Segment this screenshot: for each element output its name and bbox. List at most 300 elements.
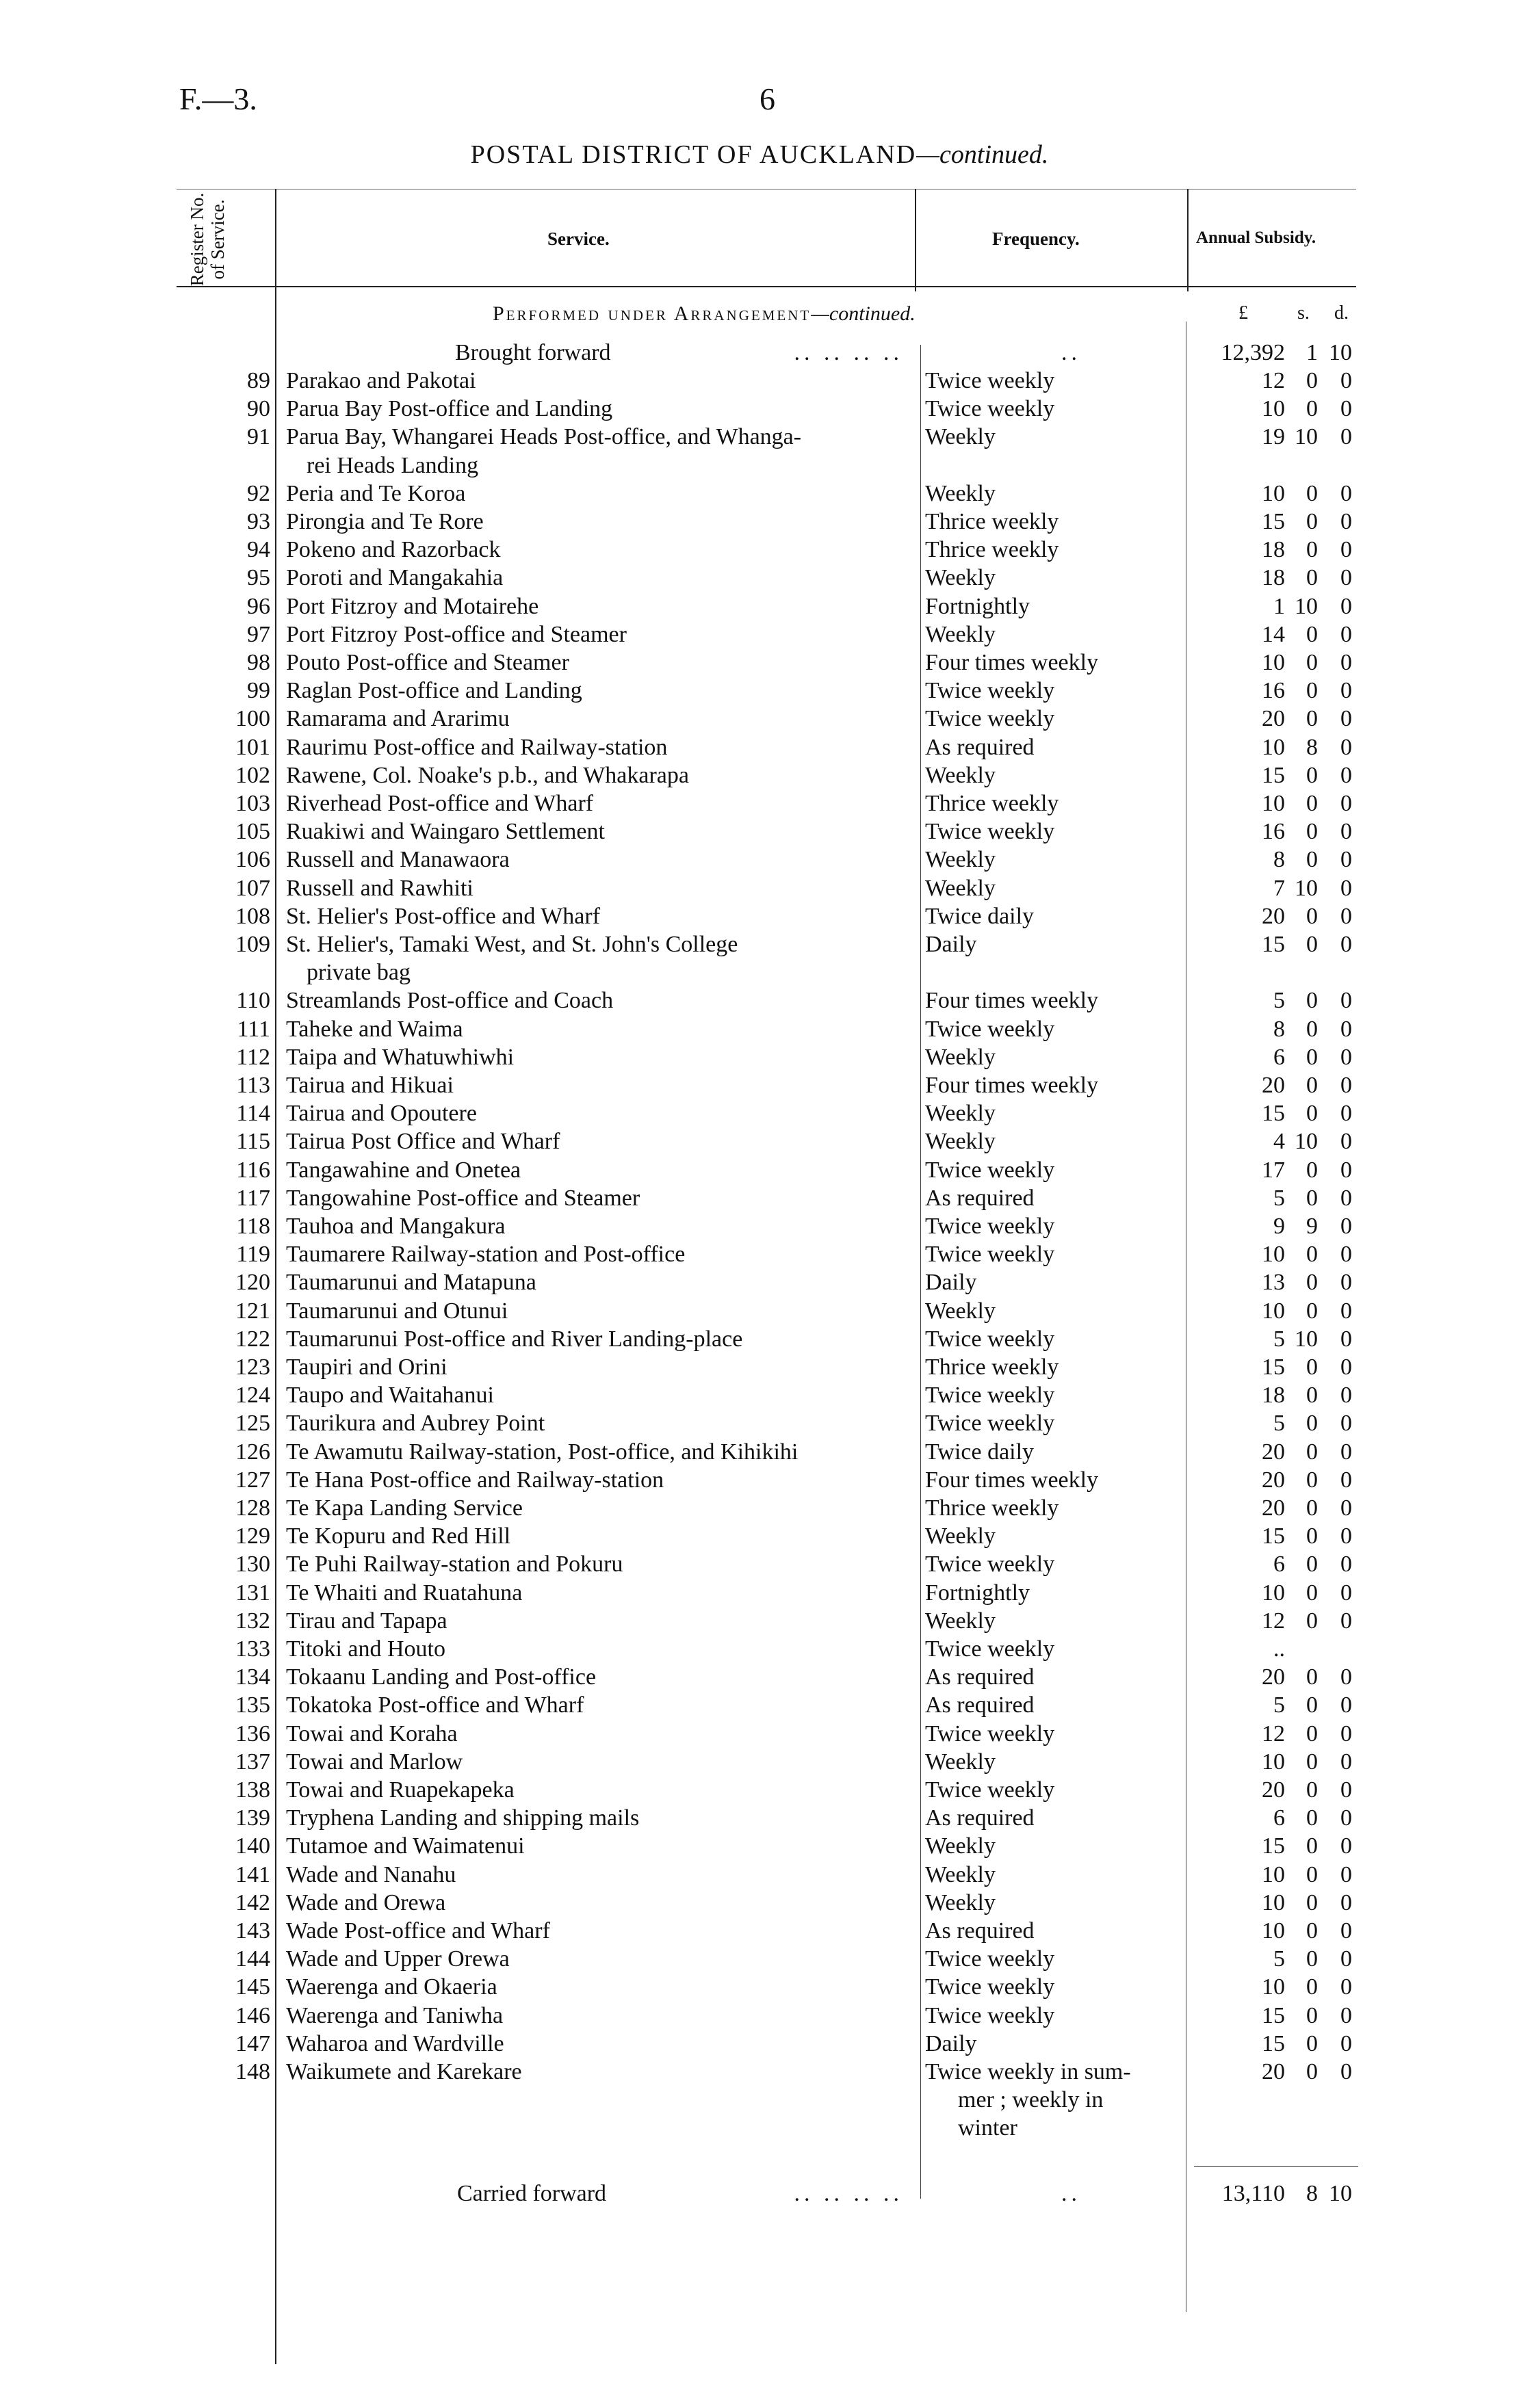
- frequency: Twice weekly: [925, 1325, 1060, 1353]
- subsidy-pence: 0: [1340, 1889, 1352, 1915]
- frequency: As required: [925, 1663, 1040, 1691]
- register-number: 147: [235, 2030, 270, 2056]
- frequency-column-header: Frequency.: [992, 228, 1080, 249]
- subsidy-pence: 0: [1340, 509, 1352, 534]
- subsidy-pounds: 5: [1273, 1692, 1285, 1718]
- subsidy-pounds: 5: [1273, 1185, 1285, 1211]
- frequency: Twice weekly: [925, 1720, 1060, 1748]
- frequency: Twice weekly: [925, 1973, 1060, 2001]
- subsidy-pounds: 5: [1273, 988, 1285, 1014]
- subsidy-pounds: 10: [1262, 1861, 1285, 1887]
- subsidy-shillings: 0: [1306, 1270, 1318, 1296]
- subsidy-shillings: 0: [1306, 368, 1318, 393]
- subsidy-pence: 0: [1340, 424, 1352, 450]
- subsidy-pence: 0: [1340, 1608, 1352, 1634]
- subsidy-pence: 0: [1340, 988, 1352, 1014]
- service-name: Raglan Post-office and Landing: [286, 677, 588, 705]
- frequency: Weekly: [925, 620, 1001, 649]
- subsidy-pence: 0: [1340, 1861, 1352, 1887]
- leader-dots: ..: [1061, 2181, 1081, 2206]
- subsidy-pence: 0: [1340, 678, 1352, 704]
- subsidy-pounds: 15: [1262, 2002, 1285, 2028]
- total-rule: [1194, 2166, 1358, 2167]
- subsidy-shillings: 10: [1295, 1326, 1318, 1352]
- frequency: As required: [925, 1184, 1040, 1212]
- subsidy-pence: 0: [1340, 396, 1352, 422]
- service-name: Waharoa and Wardville: [286, 2030, 510, 2058]
- frequency: Thrice weekly: [925, 1353, 1064, 1381]
- subsidy-pence: 0: [1340, 1552, 1352, 1578]
- shillings-unit: s.: [1297, 302, 1310, 324]
- register-number: 99: [247, 678, 270, 704]
- service-name: Taumarunui and Otunui: [286, 1297, 513, 1325]
- service-name: Te Kopuru and Red Hill: [286, 1522, 516, 1550]
- service-name: Russell and Rawhiti: [286, 874, 479, 902]
- title-text: POSTAL DISTRICT OF AUCKLAND: [470, 140, 917, 169]
- register-number: 131: [235, 1580, 270, 1606]
- subsidy-pounds: 4: [1273, 1129, 1285, 1155]
- service-name: St. Helier's, Tamaki West, and St. John's College: [286, 930, 743, 958]
- service-name: Taupo and Waitahanui: [286, 1381, 499, 1409]
- subsidy-pounds: 16: [1262, 819, 1285, 845]
- frequency: Weekly: [925, 846, 1001, 874]
- subsidy-pence: 0: [1340, 1664, 1352, 1690]
- register-number: 140: [235, 1833, 270, 1859]
- service-name-continued: rei Heads Landing: [307, 452, 479, 478]
- register-number: 144: [235, 1946, 270, 1972]
- service-name: Tryphena Landing and shipping mails: [286, 1804, 645, 1832]
- subsidy-pence: 0: [1340, 480, 1352, 506]
- subsidy-pounds: 15: [1262, 2030, 1285, 2056]
- register-number: 115: [236, 1129, 270, 1155]
- brought-forward-pounds: 12,392: [1221, 340, 1285, 365]
- register-number: 89: [247, 368, 270, 393]
- register-column-header: Register No. of Service.: [187, 192, 228, 287]
- service-name: Tairua and Opoutere: [286, 1099, 482, 1127]
- register-number: 124: [235, 1383, 270, 1409]
- subsidy-pounds: 10: [1262, 650, 1285, 675]
- service-name: Tauhoa and Mangakura: [286, 1212, 511, 1240]
- frequency: Weekly: [925, 1127, 1001, 1155]
- subsidy-shillings: 0: [1306, 1552, 1318, 1578]
- col-divider-service: [920, 345, 921, 2199]
- register-number: 92: [247, 480, 270, 506]
- frequency: Twice weekly: [925, 1550, 1060, 1578]
- subsidy-pence: 0: [1340, 1044, 1352, 1070]
- subsidy-pounds: 10: [1262, 1749, 1285, 1775]
- subsidy-shillings: 0: [1306, 1354, 1318, 1380]
- service-name: Parua Bay, Whangarei Heads Post-office, and Whanga-: [286, 423, 807, 451]
- frequency: Twice weekly: [925, 1156, 1060, 1184]
- subsidy-shillings: 0: [1306, 1383, 1318, 1409]
- frequency: Twice weekly in sum-: [925, 2058, 1137, 2086]
- register-number: 137: [235, 1749, 270, 1775]
- title-suffix: —continued.: [916, 140, 1049, 169]
- section-heading: [493, 302, 916, 326]
- register-number: 139: [235, 1805, 270, 1831]
- pence-unit: d.: [1334, 302, 1349, 324]
- subsidy-shillings: 0: [1306, 1580, 1318, 1606]
- leader-dots: .. .. .. ..: [794, 2181, 903, 2206]
- subsidy-shillings: 0: [1306, 565, 1318, 591]
- subsidy-shillings: 0: [1306, 396, 1318, 422]
- frequency: Weekly: [925, 1607, 1001, 1635]
- frequency: Weekly: [925, 874, 1001, 902]
- frequency: Twice weekly: [925, 1015, 1060, 1043]
- service-name: St. Helier's Post-office and Wharf: [286, 902, 606, 930]
- subsidy-pounds: 10: [1262, 1242, 1285, 1268]
- subsidy-shillings: 0: [1306, 621, 1318, 647]
- register-number: 105: [235, 819, 270, 845]
- subsidy-shillings: 10: [1295, 424, 1318, 450]
- subsidy-pence: 0: [1340, 2059, 1352, 2084]
- frequency: Weekly: [925, 1832, 1001, 1860]
- service-name: Tokatoka Post-office and Wharf: [286, 1691, 589, 1719]
- register-number: 110: [236, 988, 270, 1014]
- service-name: Tangawahine and Onetea: [286, 1156, 526, 1184]
- col-divider-frequency-head: [1187, 189, 1189, 291]
- service-name: Pirongia and Te Rore: [286, 508, 489, 536]
- service-name: Towai and Marlow: [286, 1748, 468, 1776]
- subsidy-pounds: 12: [1262, 1608, 1285, 1634]
- leader-dots: ..: [1061, 340, 1081, 365]
- register-number: 109: [235, 932, 270, 957]
- subsidy-pence: 0: [1340, 1242, 1352, 1268]
- subsidy-pence: 0: [1340, 932, 1352, 957]
- subsidy-pounds: 18: [1262, 537, 1285, 563]
- service-name: Peria and Te Koroa: [286, 480, 471, 508]
- subsidy-shillings: 0: [1306, 1523, 1318, 1549]
- subsidy-shillings: 0: [1306, 2002, 1318, 2028]
- frequency: Twice weekly: [925, 1240, 1060, 1268]
- leader-dots: .. .. .. ..: [794, 340, 903, 365]
- subsidy-shillings: 0: [1306, 762, 1318, 788]
- col-divider-register: [275, 189, 276, 2364]
- subsidy-shillings: 0: [1306, 1889, 1318, 1915]
- register-number: 128: [235, 1495, 270, 1521]
- subsidy-shillings: 0: [1306, 988, 1318, 1014]
- register-number: 90: [247, 396, 270, 422]
- subsidy-pence: 0: [1340, 1720, 1352, 1746]
- frequency: Thrice weekly: [925, 789, 1064, 817]
- subsidy-pence: 0: [1340, 1016, 1352, 1042]
- register-number: 106: [235, 847, 270, 873]
- service-name: Taipa and Whatuwhiwhi: [286, 1043, 519, 1071]
- service-name: Tirau and Tapapa: [286, 1607, 453, 1635]
- service-name: Tairua and Hikuai: [286, 1071, 459, 1099]
- frequency: Twice daily: [925, 1438, 1039, 1466]
- subsidy-shillings: 0: [1306, 903, 1318, 929]
- subsidy-pounds: 12: [1262, 368, 1285, 393]
- frequency: Thrice weekly: [925, 536, 1064, 564]
- frequency: As required: [925, 733, 1040, 761]
- subsidy-pounds: 20: [1262, 1777, 1285, 1803]
- subsidy-pence: 0: [1340, 1974, 1352, 2000]
- subsidy-shillings: 0: [1306, 1918, 1318, 1944]
- subsidy-pounds: 15: [1262, 1101, 1285, 1127]
- subsidy-pounds: 5: [1273, 1411, 1285, 1437]
- frequency: Weekly: [925, 1748, 1001, 1776]
- register-number: 116: [236, 1157, 270, 1183]
- register-number: 93: [247, 509, 270, 534]
- subsidy-pounds: 20: [1262, 706, 1285, 732]
- subsidy-pence: 0: [1340, 537, 1352, 563]
- subsidy-pence: 0: [1340, 1692, 1352, 1718]
- register-number: 146: [235, 2002, 270, 2028]
- register-number: 125: [235, 1411, 270, 1437]
- subsidy-pounds: 17: [1262, 1157, 1285, 1183]
- service-name: Taumarere Railway-station and Post-office: [286, 1240, 690, 1268]
- subsidy-shillings: 0: [1306, 1861, 1318, 1887]
- subsidy-shillings: 0: [1306, 509, 1318, 534]
- service-name: Wade Post-office and Wharf: [286, 1917, 556, 1945]
- section-suffix: —continued.: [811, 302, 916, 325]
- subsidy-pence: 0: [1340, 1580, 1352, 1606]
- frequency: Twice weekly: [925, 1945, 1060, 1973]
- subsidy-pounds: 10: [1262, 1580, 1285, 1606]
- subsidy-pence: 0: [1340, 368, 1352, 393]
- subsidy-shillings: 0: [1306, 1439, 1318, 1465]
- frequency: Weekly: [925, 1861, 1001, 1889]
- subsidy-pence: 0: [1340, 593, 1352, 619]
- service-name: Pokeno and Razorback: [286, 536, 506, 564]
- frequency: Twice weekly: [925, 395, 1060, 423]
- carried-forward-pounds: 13,110: [1221, 2181, 1285, 2206]
- subsidy-shillings: 0: [1306, 819, 1318, 845]
- subsidy-pounds: 10: [1262, 734, 1285, 760]
- subsidy-shillings: 0: [1306, 1044, 1318, 1070]
- service-name: Towai and Koraha: [286, 1720, 463, 1748]
- frequency: Twice weekly: [925, 705, 1060, 733]
- subsidy-pounds: 10: [1262, 1918, 1285, 1944]
- service-name: Tokaanu Landing and Post-office: [286, 1663, 601, 1691]
- register-number: 145: [235, 1974, 270, 2000]
- subsidy-pence: 0: [1340, 1946, 1352, 1972]
- subsidy-shillings: 0: [1306, 1974, 1318, 2000]
- register-number: 117: [236, 1185, 270, 1211]
- subsidy-pounds: 20: [1262, 1439, 1285, 1465]
- subsidy-pounds: 20: [1262, 1495, 1285, 1521]
- subsidy-pounds: 6: [1273, 1552, 1285, 1578]
- service-name: Te Kapa Landing Service: [286, 1494, 528, 1522]
- register-number: 98: [247, 650, 270, 675]
- subsidy-shillings: 0: [1306, 1749, 1318, 1775]
- subsidy-shillings: 0: [1306, 1467, 1318, 1493]
- register-number: 141: [235, 1861, 270, 1887]
- subsidy-pence: 0: [1340, 1326, 1352, 1352]
- subsidy-pounds: 9: [1273, 1214, 1285, 1239]
- subsidy-shillings: 10: [1295, 875, 1318, 901]
- subsidy-pence: 0: [1340, 650, 1352, 675]
- register-number: 127: [235, 1467, 270, 1493]
- subsidy-pounds: 15: [1262, 1354, 1285, 1380]
- register-number: 134: [235, 1664, 270, 1690]
- page-title: [0, 140, 1519, 170]
- subsidy-shillings: 0: [1306, 1185, 1318, 1211]
- subsidy-pounds: 15: [1262, 762, 1285, 788]
- subsidy-pounds: 15: [1262, 1833, 1285, 1859]
- subsidy-pence: 0: [1340, 1805, 1352, 1831]
- frequency: Weekly: [925, 1043, 1001, 1071]
- register-number: 142: [235, 1889, 270, 1915]
- frequency: Fortnightly: [925, 592, 1035, 620]
- subsidy-pence: 0: [1340, 1101, 1352, 1127]
- subsidy-pounds: 19: [1262, 424, 1285, 450]
- subsidy-pounds: 20: [1262, 1073, 1285, 1098]
- subsidy-pence: 0: [1340, 1777, 1352, 1803]
- subsidy-pounds: 18: [1262, 1383, 1285, 1409]
- frequency: Daily: [925, 1268, 983, 1296]
- frequency: Twice weekly: [925, 817, 1060, 846]
- register-number: 123: [235, 1354, 270, 1380]
- register-number: 96: [247, 593, 270, 619]
- subsidy-shillings: 0: [1306, 932, 1318, 957]
- register-number: 107: [235, 875, 270, 901]
- subsidy-pounds: 5: [1273, 1946, 1285, 1972]
- service-name: Tutamoe and Waimatenui: [286, 1832, 530, 1860]
- frequency: Daily: [925, 930, 983, 958]
- subsidy-pounds: 5: [1273, 1326, 1285, 1352]
- subsidy-pounds: 10: [1262, 791, 1285, 816]
- subsidy-column-header: Annual Subsidy.: [1196, 228, 1316, 247]
- subsidy-shillings: 0: [1306, 1777, 1318, 1803]
- frequency: Four times weekly: [925, 986, 1104, 1015]
- subsidy-shillings: 0: [1306, 706, 1318, 732]
- subsidy-pounds: 6: [1273, 1805, 1285, 1831]
- subsidy-pence: 0: [1340, 565, 1352, 591]
- subsidy-pounds: 6: [1273, 1044, 1285, 1070]
- service-name: Te Hana Post-office and Railway-station: [286, 1466, 669, 1494]
- service-name: Taupiri and Orini: [286, 1353, 453, 1381]
- service-name: Taumarunui Post-office and River Landing-place: [286, 1325, 748, 1353]
- register-number: 120: [235, 1270, 270, 1296]
- service-name: Taheke and Waima: [286, 1015, 469, 1043]
- subsidy-pence: 0: [1340, 1214, 1352, 1239]
- subsidy-shillings: 10: [1295, 1129, 1318, 1155]
- service-name: Ruakiwi and Waingaro Settlement: [286, 817, 610, 846]
- subsidy-pounds: 10: [1262, 480, 1285, 506]
- subsidy-pounds: 20: [1262, 903, 1285, 929]
- register-number: 148: [235, 2059, 270, 2084]
- frequency: Weekly: [925, 564, 1001, 592]
- frequency: Twice weekly: [925, 367, 1060, 395]
- register-number: 103: [235, 791, 270, 816]
- service-name: Titoki and Houto: [286, 1635, 451, 1663]
- subsidy-pence: 0: [1340, 819, 1352, 845]
- service-name-continued: private bag: [307, 960, 411, 986]
- frequency: Weekly: [925, 423, 1001, 451]
- subsidy-shillings: 0: [1306, 1720, 1318, 1746]
- subsidy-pounds: 8: [1273, 1016, 1285, 1042]
- subsidy-pounds: 15: [1262, 1523, 1285, 1549]
- subsidy-pence: 0: [1340, 875, 1352, 901]
- subsidy-pounds: 1: [1273, 593, 1285, 619]
- frequency: Twice weekly: [925, 677, 1060, 705]
- subsidy-shillings: 0: [1306, 1608, 1318, 1634]
- subsidy-shillings: 0: [1306, 2059, 1318, 2084]
- document-code: F.—3.: [179, 81, 257, 116]
- subsidy-shillings: 0: [1306, 678, 1318, 704]
- subsidy-pence: 0: [1340, 2002, 1352, 2028]
- service-name: Towai and Ruapekapeka: [286, 1776, 520, 1804]
- service-name: Te Puhi Railway-station and Pokuru: [286, 1550, 628, 1578]
- service-name: Rawene, Col. Noake's p.b., and Whakarapa: [286, 761, 694, 789]
- subsidy-pounds: 10: [1262, 1889, 1285, 1915]
- frequency: Twice weekly: [925, 2002, 1060, 2030]
- subsidy-pounds: 8: [1273, 847, 1285, 873]
- register-number: 119: [236, 1242, 270, 1268]
- service-name: Poroti and Mangakahia: [286, 564, 508, 592]
- subsidy-shillings: 0: [1306, 791, 1318, 816]
- subsidy-shillings: 0: [1306, 1692, 1318, 1718]
- brought-forward-shillings: 1: [1306, 340, 1318, 365]
- service-column-header: Service.: [547, 228, 610, 249]
- subsidy-shillings: 0: [1306, 1495, 1318, 1521]
- subsidy-shillings: 0: [1306, 1016, 1318, 1042]
- subsidy-shillings: 9: [1306, 1214, 1318, 1239]
- subsidy-pence: 0: [1340, 1354, 1352, 1380]
- subsidy-pounds: 7: [1273, 875, 1285, 901]
- subsidy-pounds: 10: [1262, 1298, 1285, 1324]
- frequency: Weekly: [925, 1522, 1001, 1550]
- register-number: 135: [235, 1692, 270, 1718]
- service-name: Wade and Nanahu: [286, 1861, 461, 1889]
- service-name: Port Fitzroy Post-office and Steamer: [286, 620, 632, 649]
- register-number: 94: [247, 537, 270, 563]
- subsidy-pounds: 13: [1262, 1270, 1285, 1296]
- frequency: Weekly: [925, 1099, 1001, 1127]
- register-number: 118: [236, 1214, 270, 1239]
- subsidy-pence: 0: [1340, 1129, 1352, 1155]
- service-name: Waikumete and Karekare: [286, 2058, 528, 2086]
- frequency: Daily: [925, 2030, 983, 2058]
- subsidy-pounds: 12: [1262, 1720, 1285, 1746]
- frequency: Twice weekly: [925, 1635, 1060, 1663]
- frequency: Four times weekly: [925, 1466, 1104, 1494]
- frequency: Twice weekly: [925, 1776, 1060, 1804]
- subsidy-pence: 0: [1340, 1749, 1352, 1775]
- brought-forward-pence: 10: [1329, 340, 1352, 365]
- frequency: Weekly: [925, 480, 1001, 508]
- subsidy-shillings: 0: [1306, 1411, 1318, 1437]
- subsidy-pence: 0: [1340, 706, 1352, 732]
- subsidy-pounds: ..: [1273, 1636, 1285, 1662]
- header-bottom-rule: [177, 286, 1356, 287]
- service-name: Taumarunui and Matapuna: [286, 1268, 542, 1296]
- subsidy-pence: 0: [1340, 1185, 1352, 1211]
- subsidy-shillings: 0: [1306, 650, 1318, 675]
- subsidy-pence: 0: [1340, 1298, 1352, 1324]
- carried-forward-label: Carried forward: [457, 2181, 607, 2206]
- subsidy-pounds: 20: [1262, 1664, 1285, 1690]
- subsidy-pence: 0: [1340, 1523, 1352, 1549]
- subsidy-shillings: 0: [1306, 1664, 1318, 1690]
- service-name: Tangowahine Post-office and Steamer: [286, 1184, 645, 1212]
- subsidy-pence: 0: [1340, 1495, 1352, 1521]
- service-name: Tairua Post Office and Wharf: [286, 1127, 565, 1155]
- subsidy-pence: 0: [1340, 1383, 1352, 1409]
- subsidy-pounds: 16: [1262, 678, 1285, 704]
- service-name: Wade and Upper Orewa: [286, 1945, 515, 1973]
- register-number: 136: [235, 1720, 270, 1746]
- service-name: Ramarama and Ararimu: [286, 705, 515, 733]
- col-divider-service-head: [915, 189, 916, 291]
- register-number: 133: [235, 1636, 270, 1662]
- subsidy-pounds: 18: [1262, 565, 1285, 591]
- subsidy-shillings: 0: [1306, 1833, 1318, 1859]
- subsidy-shillings: 0: [1306, 1073, 1318, 1098]
- register-number: 129: [235, 1523, 270, 1549]
